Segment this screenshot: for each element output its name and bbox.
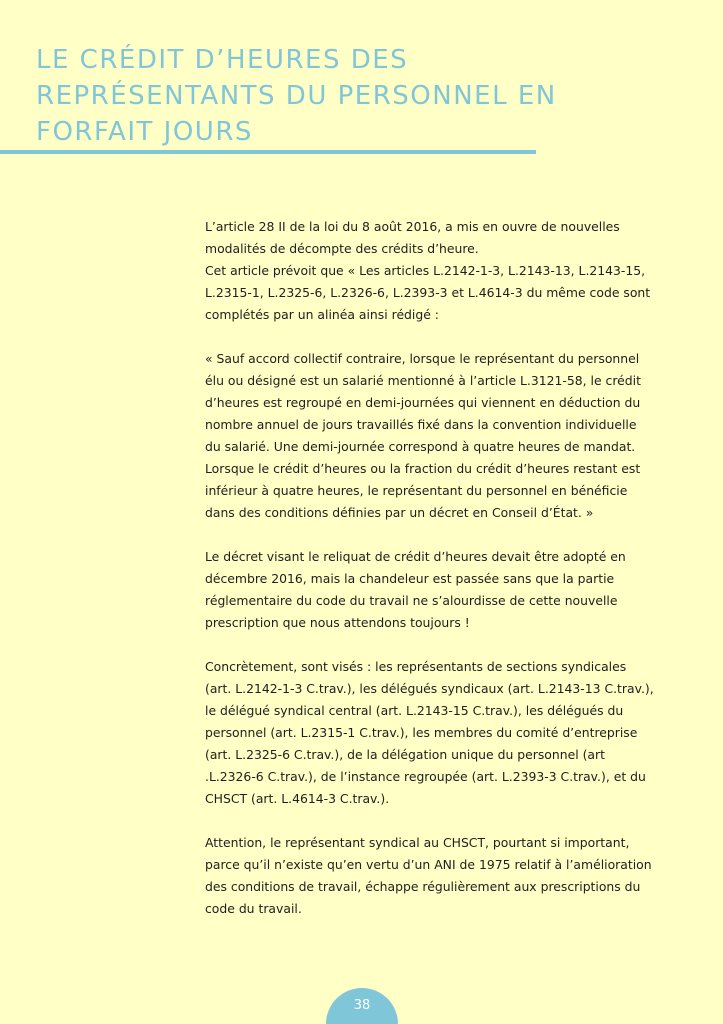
text-line: (art. L.2325-6 C.trav.), de la délégation unique du personnel (art [205, 747, 605, 762]
text-line: Attention, le représentant syndical au CHSCT, pourtant si important, [205, 835, 630, 850]
text-line: personnel (art. L.2315-1 C.trav.), les membres du comité d’entreprise [205, 725, 638, 740]
text-line: inférieur à quatre heures, le représentant du personnel en bénéficie [205, 483, 628, 498]
paragraph-attention [205, 832, 652, 920]
text-line: CHSCT (art. L.4614-3 C.trav.). [205, 791, 390, 806]
text-line: « Sauf accord collectif contraire, lorsque le représentant du personnel [205, 351, 640, 366]
text-line: modalités de décompte des crédits d’heure. [205, 241, 479, 256]
paragraph-article-28 [205, 216, 651, 326]
text-line: dans des conditions définies par un décret en Conseil d’État. » [205, 505, 594, 520]
paragraph-decret [205, 546, 645, 634]
text-line: prescription que nous attendons toujours ! [205, 615, 470, 630]
text-line: nombre annuel de jours travaillés fixé dans la convention individuelle [205, 417, 637, 432]
page-title [36, 42, 556, 150]
text-line: .L.2326-6 C.trav.), de l’instance regroupée (art. L.2393-3 C.trav.), et du [205, 769, 646, 784]
text-line: d’heures est regroupé en demi-journées qui viennent en déduction du [205, 395, 641, 410]
paragraph-concretement [205, 656, 654, 810]
text-line: Cet article prévoit que « Les articles L.2142-1-3, L.2143-13, L.2143-15, [205, 263, 646, 278]
text-line: (art. L.2142-1-3 C.trav.), les délégués syndicaux (art. L.2143-13 C.trav.), [205, 681, 654, 696]
text-line: le délégué syndical central (art. L.2143-15 C.trav.), les délégués du [205, 703, 624, 718]
paragraph-quotation [205, 348, 645, 524]
title-underline [0, 150, 536, 154]
text-line: Lorsque le crédit d’heures ou la fraction du crédit d’heures restant est [205, 461, 641, 476]
text-line: du salarié. Une demi-journée correspond à quatre heures de mandat. [205, 439, 636, 454]
text-line: parce qu’il n’existe qu’en vertu d’un ANI de 1975 relatif à l’amélioration [205, 857, 652, 872]
text-line: code du travail. [205, 901, 302, 916]
title-line: FORFAIT JOURS [36, 117, 253, 147]
page-number: 38 [353, 998, 371, 1013]
body-text [205, 216, 654, 920]
page-number-tab [326, 988, 398, 1024]
text-line: Concrètement, sont visés : les représentants de sections syndicales [205, 659, 627, 674]
text-line: complétés par un alinéa ainsi rédigé : [205, 307, 439, 322]
text-line: Le décret visant le reliquat de crédit d’heures devait être adopté en [205, 549, 626, 564]
text-line: décembre 2016, mais la chandeleur est passée sans que la partie [205, 571, 615, 586]
text-line: élu ou désigné est un salarié mentionné à l’article L.3121-58, le crédit [205, 373, 641, 388]
text-line: des conditions de travail, échappe régulièrement aux prescriptions du [205, 879, 641, 894]
text-line: L’article 28 II de la loi du 8 août 2016, a mis en ouvre de nouvelles [205, 219, 620, 234]
text-line: L.2315-1, L.2325-6, L.2326-6, L.2393-3 et L.4614-3 du même code sont [205, 285, 651, 300]
text-line: réglementaire du code du travail ne s’alourdisse de cette nouvelle [205, 593, 618, 608]
title-line: LE CRÉDIT D’HEURES DES [36, 45, 409, 75]
title-line: REPRÉSENTANTS DU PERSONNEL EN [36, 81, 557, 111]
